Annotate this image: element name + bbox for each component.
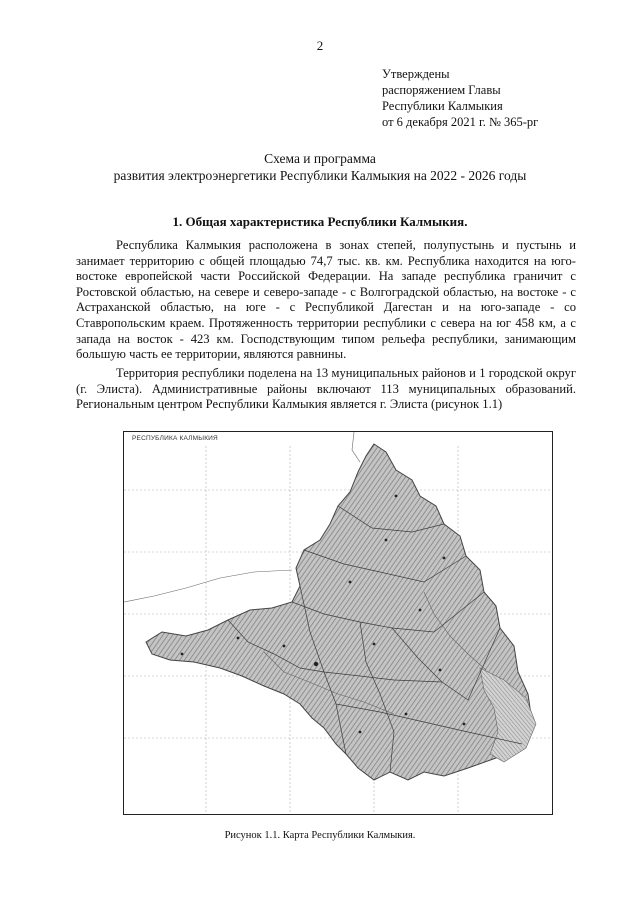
figure-caption: Рисунок 1.1. Карта Республики Калмыкия. (224, 830, 416, 841)
body-paragraph: Территория республики поделена на 13 муниципальных районов и 1 городской округ (г. Элиста). Административные районы включают 113 муниципальных образований. Региональным центром Республики Калмыкия является г. Элиста (рисунок 1.1) (76, 366, 576, 412)
page-number: 2 (316, 38, 324, 53)
map-figure (123, 431, 553, 815)
map-title: РЕСПУБЛИКА КАЛМЫКИЯ (132, 435, 218, 442)
approval-line: Республики Калмыкия (382, 99, 503, 113)
approval-line: распоряжением Главы (382, 83, 501, 97)
republic-territory (146, 444, 532, 780)
body-paragraph: Республика Калмыкия расположена в зонах степей, полупустынь и пустынь и занимает территорию с общей площадью 74,7 тыс. кв. км. Республика находится на юго-востоке европейской части Российской Федерации. На западе республика граничит с Ростовской областью, на севере и северо-западе - с Волгоградской областью, на востоке - с Астраханской областью, на юге - с Республикой Дагестан и на юго-западе - со Ставропольским краем. Протяженность территории республики с севера на юг 458 км, а с запада на восток - 423 км. Господствующим типом рельефа республики, занимающим большую часть ее территории, являются равнины. (76, 238, 576, 362)
section-heading: 1. Общая характеристика Республики Калмыкия. (172, 214, 468, 229)
approval-line: от 6 декабря 2021 г. № 365-рг (382, 115, 539, 129)
body-paragraph-block (76, 366, 576, 413)
body-paragraph-block (76, 238, 576, 363)
approval-line: Утверждены (382, 67, 450, 81)
document-title-line: Схема и программа (264, 151, 376, 166)
document-title-line: развития электроэнергетики Республики Калмыкия на 2022 - 2026 годы (113, 168, 527, 183)
map-image (124, 432, 552, 814)
approval-block (382, 66, 538, 130)
document-title (0, 150, 640, 184)
